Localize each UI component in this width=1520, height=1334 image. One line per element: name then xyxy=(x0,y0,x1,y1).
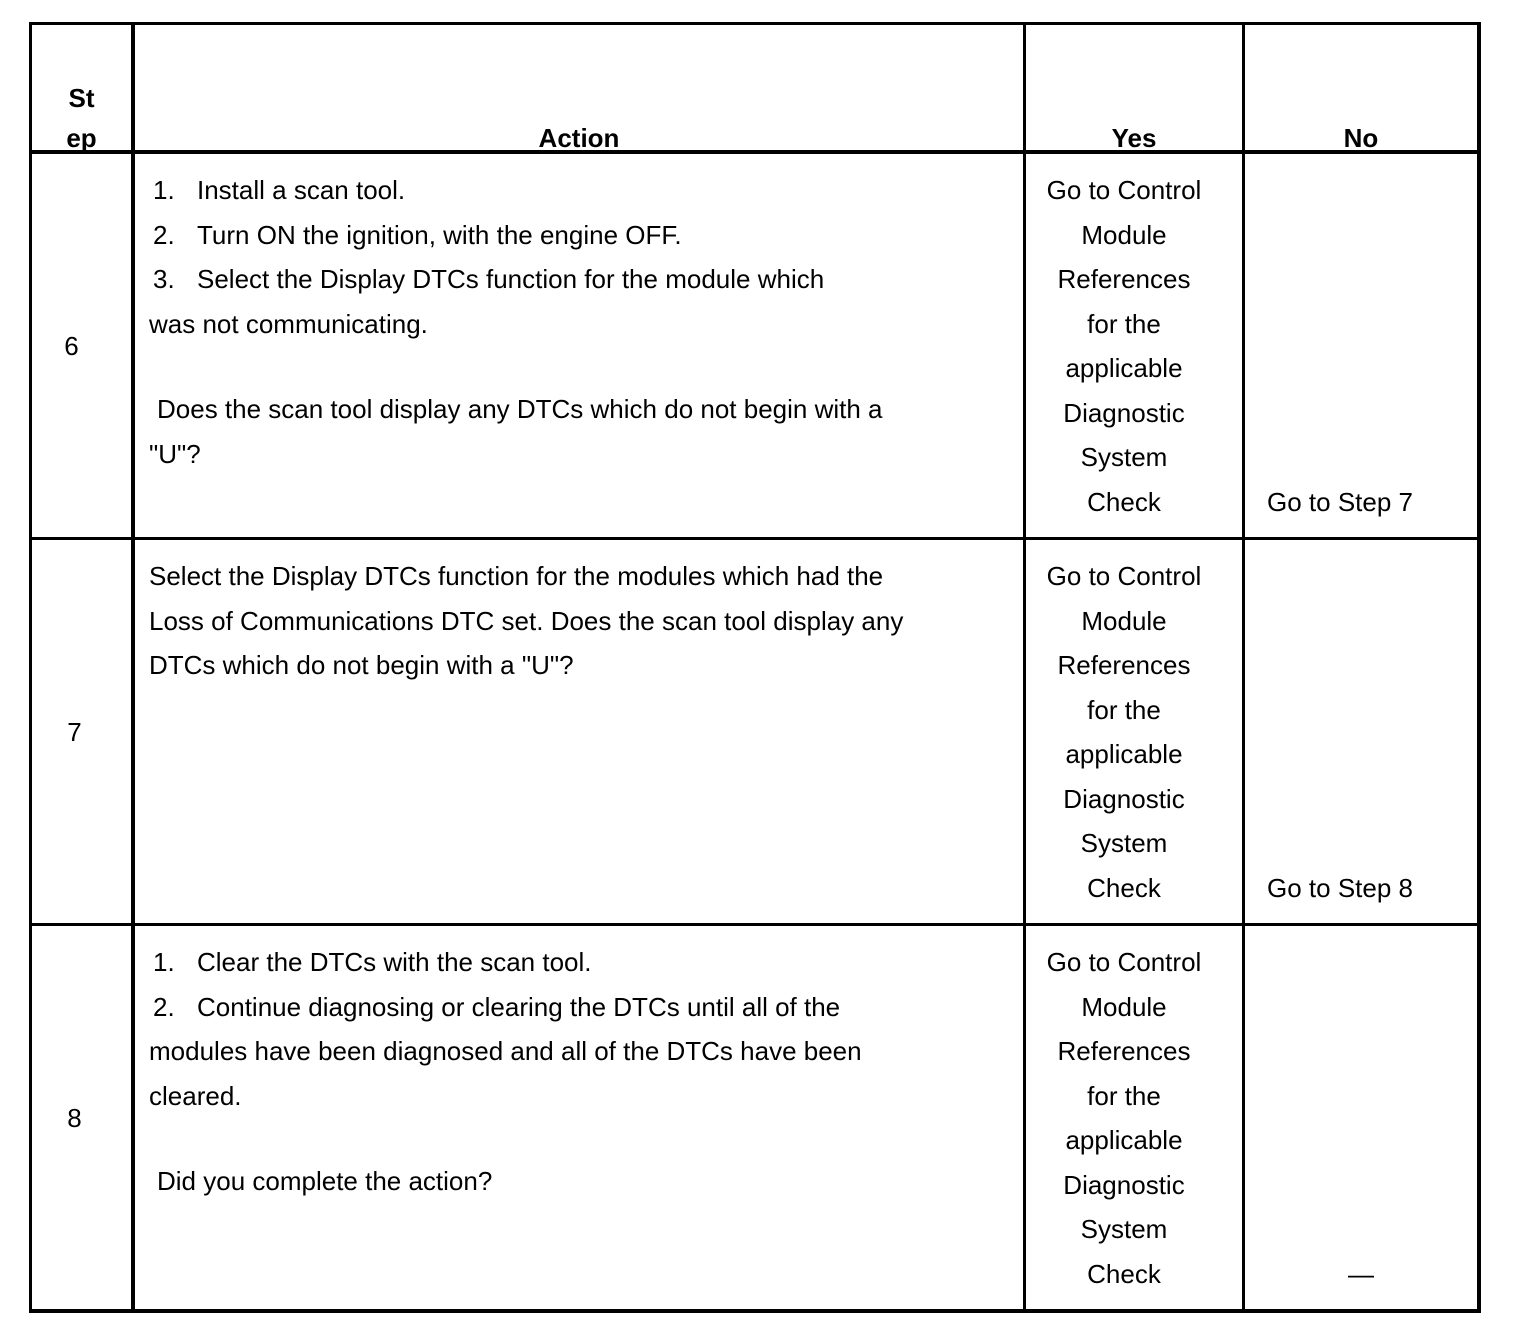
list-continuation: modules have been diagnosed and all of the DTCs have been xyxy=(149,1036,862,1066)
yes-cell: Go to Control Module References for the applicable Diagnostic System Check xyxy=(1046,947,1202,1289)
step-number: 6 xyxy=(64,331,79,361)
question-text: "U"? xyxy=(149,438,201,469)
question-text: Did you complete the action? xyxy=(157,1166,493,1196)
diagnostic-table xyxy=(29,22,1481,1314)
column-border xyxy=(1477,22,1481,1313)
row-divider xyxy=(29,923,1481,926)
question-text: Does the scan tool display any DTCs which do not begin with a xyxy=(157,394,883,424)
step-number: 7 xyxy=(67,717,82,747)
no-cell: — xyxy=(1348,1259,1374,1289)
header-step-line2: ep xyxy=(66,123,97,153)
list-item: 2. Turn ON the ignition, with the engine OFF. xyxy=(153,219,682,250)
yes-cell: Go to Control Module References for the applicable Diagnostic System Check xyxy=(1046,561,1202,903)
no-cell: Go to Step 7 xyxy=(1267,487,1413,517)
action-line: Loss of Communications DTC set. Does the scan tool display any xyxy=(149,605,904,636)
header-step-line1: St xyxy=(68,83,95,113)
list-item: 1. Install a scan tool. xyxy=(153,175,406,205)
list-item: 2. Continue diagnosing or clearing the DTCs until all of the xyxy=(153,991,841,1022)
action-line: DTCs which do not begin with a "U"? xyxy=(149,650,574,680)
column-border xyxy=(131,22,135,1313)
no-cell: Go to Step 8 xyxy=(1267,873,1413,903)
action-cell xyxy=(149,168,1009,476)
header-action: Action xyxy=(538,123,620,153)
table-bottom-border xyxy=(29,1309,1481,1313)
list-continuation: cleared. xyxy=(149,1080,242,1111)
action-cell xyxy=(149,940,1009,1204)
row-divider xyxy=(29,537,1481,540)
action-cell xyxy=(149,554,1009,688)
list-continuation: was not communicating. xyxy=(149,308,428,339)
list-item: 3. Select the Display DTCs function for the module which xyxy=(153,264,825,294)
header-no: No xyxy=(1343,123,1379,153)
header-yes: Yes xyxy=(1111,123,1157,153)
header-step xyxy=(32,78,131,158)
list-item: 1. Clear the DTCs with the scan tool. xyxy=(153,947,592,977)
step-number: 8 xyxy=(67,1103,82,1133)
column-border xyxy=(1242,22,1245,1313)
yes-cell: Go to Control Module References for the applicable Diagnostic System Check xyxy=(1046,175,1202,517)
action-line: Select the Display DTCs function for the modules which had the xyxy=(149,561,884,591)
table-top-border xyxy=(29,22,1481,25)
